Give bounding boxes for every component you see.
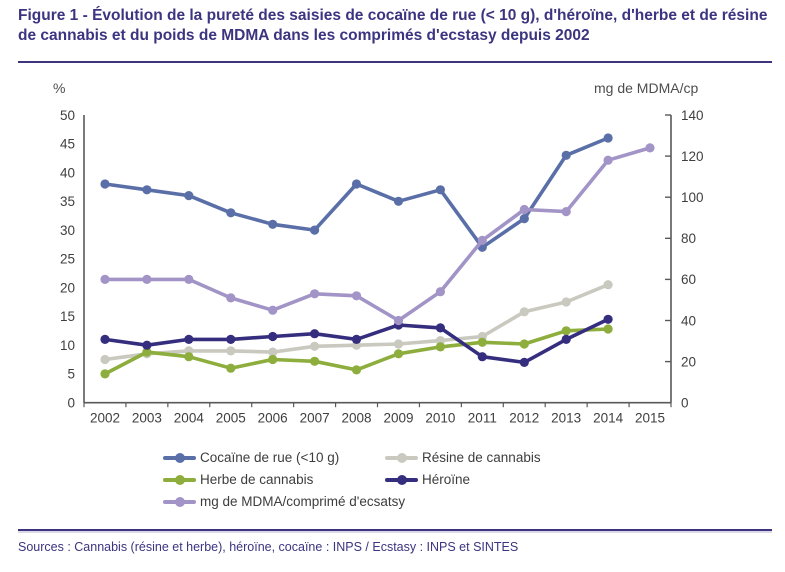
svg-text:5: 5 [67, 366, 75, 382]
svg-text:35: 35 [59, 194, 75, 210]
chart-legend [0, 445, 785, 520]
legend-item-cocaine [163, 450, 339, 465]
svg-text:45: 45 [59, 136, 75, 152]
svg-text:2002: 2002 [89, 410, 120, 426]
legend-marker-heroine [385, 478, 418, 482]
svg-text:60: 60 [681, 272, 697, 288]
legend-item-resine [385, 450, 541, 465]
svg-text:25: 25 [59, 251, 75, 267]
legend-label-mdma: mg de MDMA/comprimé d'ecsatsy [200, 494, 406, 509]
line-chart [0, 75, 785, 435]
legend-item-mdma [163, 494, 405, 509]
footer-divider [18, 529, 772, 531]
svg-text:15: 15 [59, 309, 75, 325]
legend-label-herbe: Herbe de cannabis [200, 472, 314, 487]
svg-text:2005: 2005 [215, 410, 246, 426]
svg-text:0: 0 [67, 395, 75, 411]
svg-text:100: 100 [681, 190, 704, 205]
svg-text:40: 40 [681, 313, 697, 329]
legend-label-cocaine: Cocaïne de rue (<10 g) [200, 450, 340, 465]
svg-text:40: 40 [59, 165, 75, 181]
svg-text:2011: 2011 [467, 410, 497, 426]
legend-label-heroine: Héroïne [422, 472, 471, 487]
legend-marker-mdma [163, 500, 196, 504]
svg-text:2014: 2014 [593, 410, 624, 426]
legend-item-heroine [385, 472, 470, 487]
svg-text:80: 80 [681, 231, 697, 247]
right-axis-unit-label: mg de MDMA/cp [594, 80, 699, 96]
legend-item-herbe [163, 472, 313, 487]
svg-text:50: 50 [59, 107, 75, 123]
svg-text:30: 30 [59, 222, 75, 238]
legend-marker-cocaine [163, 456, 196, 460]
left-axis-unit-label: % [53, 80, 66, 96]
svg-text:2004: 2004 [173, 410, 204, 426]
sources-note: Sources : Cannabis (résine et herbe), héroïne, cocaïne : INPS / Ecstasy : INPS et SINTES [18, 540, 519, 554]
svg-text:2007: 2007 [299, 410, 330, 426]
svg-text:20: 20 [59, 280, 75, 296]
svg-text:2010: 2010 [425, 410, 456, 426]
svg-text:0: 0 [681, 395, 689, 411]
figure-title: Figure 1 - Évolution de la pureté des saisies de cocaïne de rue (< 10 g), d'héroïne, d'herbe et de résine de cannabis et du poids de MDMA dans les comprimés d'ecstasy depuis 2002 [18, 7, 768, 45]
legend-marker-resine [385, 456, 418, 460]
svg-text:2009: 2009 [383, 410, 414, 426]
svg-text:20: 20 [681, 354, 697, 370]
legend-marker-herbe [163, 478, 196, 482]
legend-label-resine: Résine de cannabis [422, 450, 541, 465]
svg-text:140: 140 [681, 107, 704, 123]
svg-text:10: 10 [59, 337, 75, 353]
svg-text:2015: 2015 [635, 410, 666, 426]
svg-text:2012: 2012 [509, 410, 540, 426]
svg-text:2003: 2003 [131, 410, 162, 426]
svg-text:2013: 2013 [551, 410, 582, 426]
svg-text:120: 120 [681, 148, 704, 164]
svg-text:2006: 2006 [257, 410, 288, 426]
title-divider [18, 61, 772, 63]
svg-text:2008: 2008 [341, 410, 372, 426]
